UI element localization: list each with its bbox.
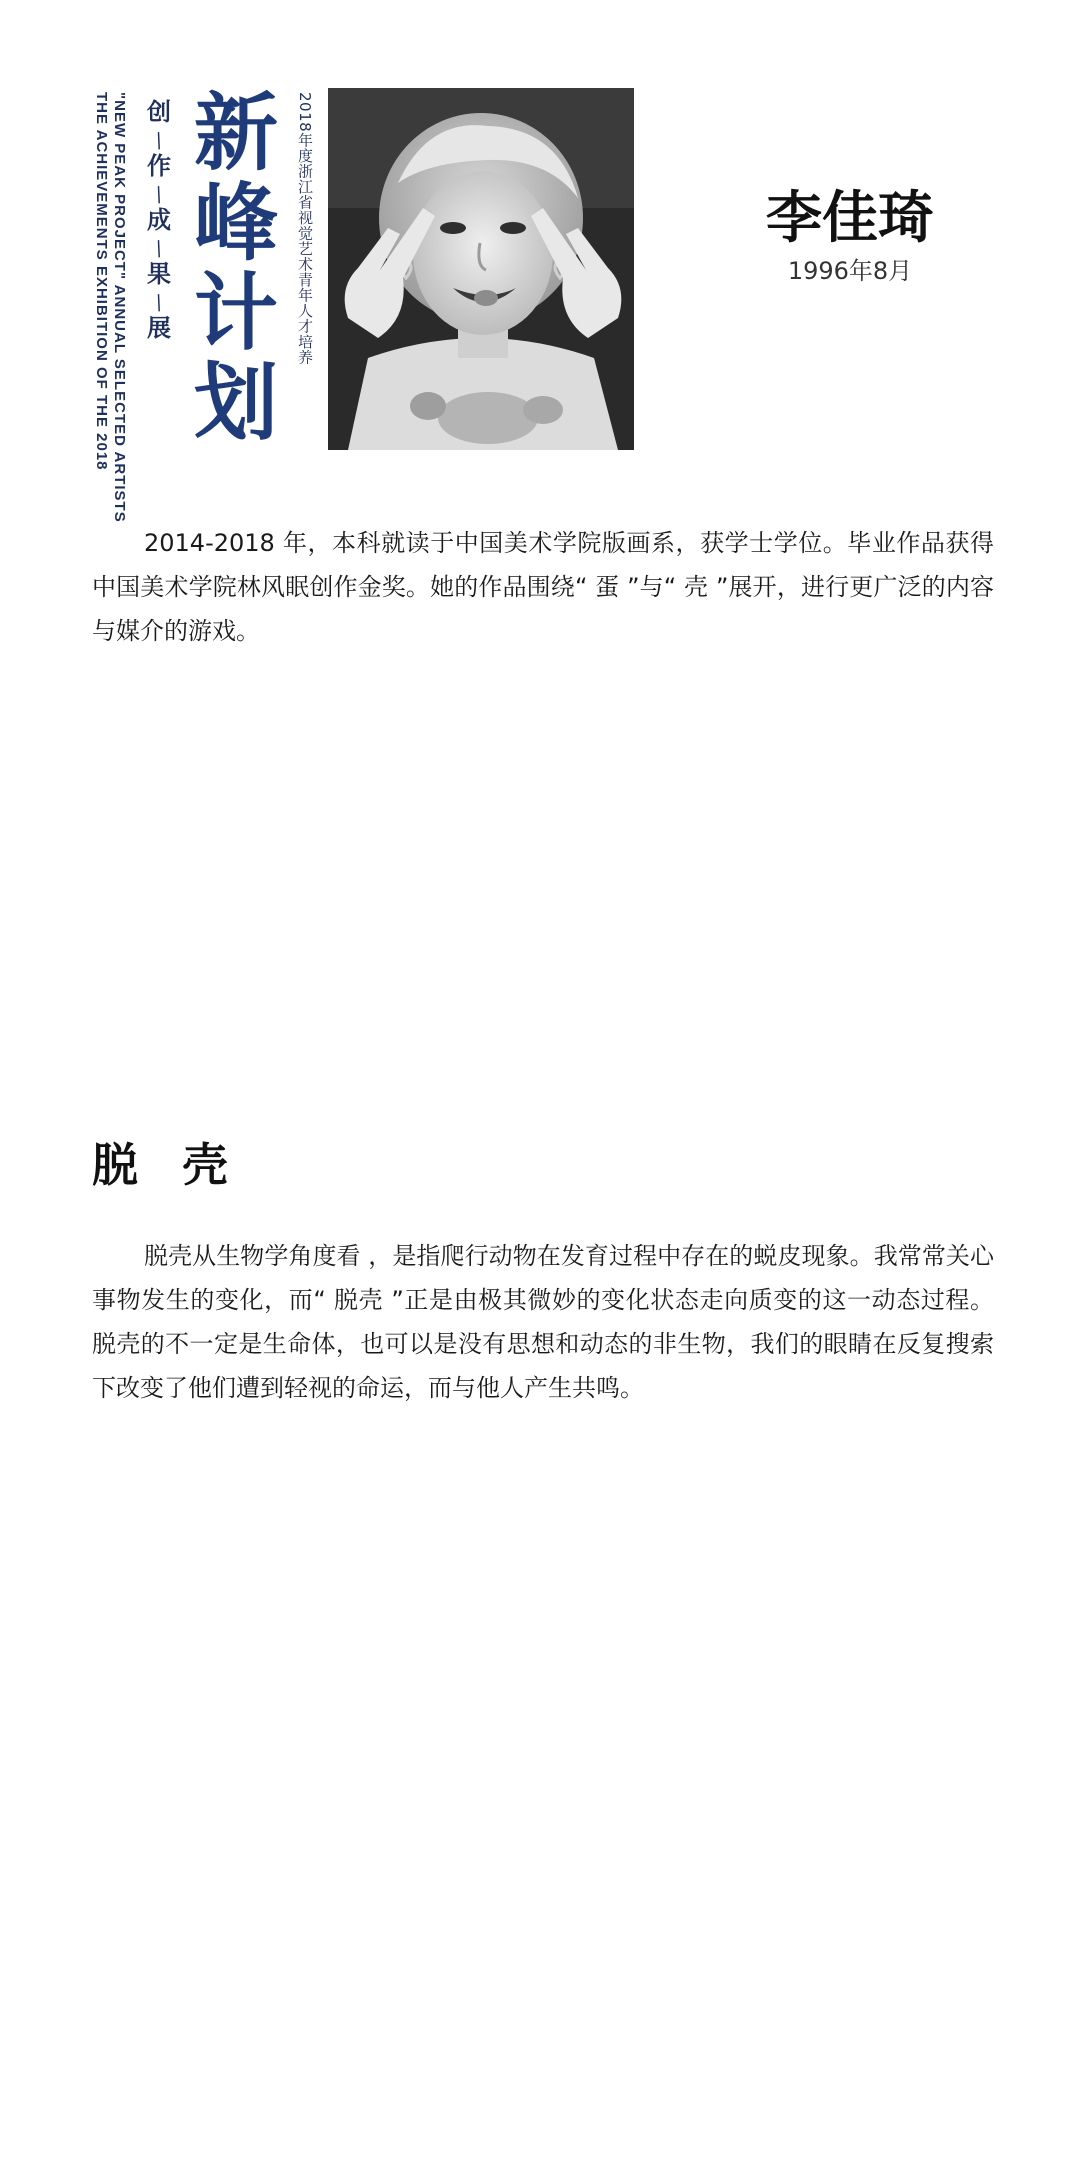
work-description: 脱壳从生物学角度看 ，是指爬行动物在发育过程中存在的蜕皮现象。我常常关心事物发生的变化，而“ 脱壳 ”正是由极其微妙的变化状态走向质变的这一动态过程。脱壳的不一定是生命体，也可以是没有思想和动态的非生物，我们的眼睛在反复搜索下改变了他们遭到轻视的命运，而与他人产生共鸣。 <box>92 1242 994 1402</box>
work-title: 脱 壳 <box>92 1138 243 1192</box>
main-title <box>186 84 286 452</box>
english-title-line-1: THE ACHIEVEMENTS EXHIBITION OF THE 2018 <box>93 92 110 471</box>
subtitle-char: 成 <box>147 205 171 234</box>
english-title-block <box>90 92 130 523</box>
subtitle-column <box>142 97 176 460</box>
vertical-caption: 2018年度浙江省视觉艺术青年人才培养 <box>296 92 314 365</box>
subtitle-separator: / <box>151 181 166 207</box>
artist-name: 李佳琦 <box>766 185 934 251</box>
main-title-char: 计 <box>193 264 278 362</box>
subtitle-char: 作 <box>147 151 171 180</box>
artist-birth-date: 1996年8月 <box>787 257 913 285</box>
subtitle-separator: / <box>151 235 166 261</box>
main-title-char: 划 <box>193 354 278 452</box>
artist-portrait <box>328 88 634 450</box>
subtitle-separator: / <box>151 289 166 315</box>
artist-info <box>700 185 1000 289</box>
main-title-char: 峰 <box>193 174 278 272</box>
main-title-char: 新 <box>193 84 278 182</box>
subtitle-char: 果 <box>147 259 171 288</box>
subtitle-char: 创 <box>147 97 171 126</box>
subtitle-char: 展 <box>147 313 171 342</box>
subtitle-separator: / <box>151 127 166 153</box>
english-title-line-2: "NEW PEAK PROJECT" ANNUAL SELECTED ARTISTS <box>111 92 128 523</box>
artist-bio: 2014-2018 年，本科就读于中国美术学院版画系，获学士学位。毕业作品获得中国美术学院林风眠创作金奖。她的作品围绕“ 蛋 ”与“ 壳 ”展开，进行更广泛的内容与媒介的游戏。 <box>92 529 994 645</box>
portrait-image <box>328 88 634 450</box>
